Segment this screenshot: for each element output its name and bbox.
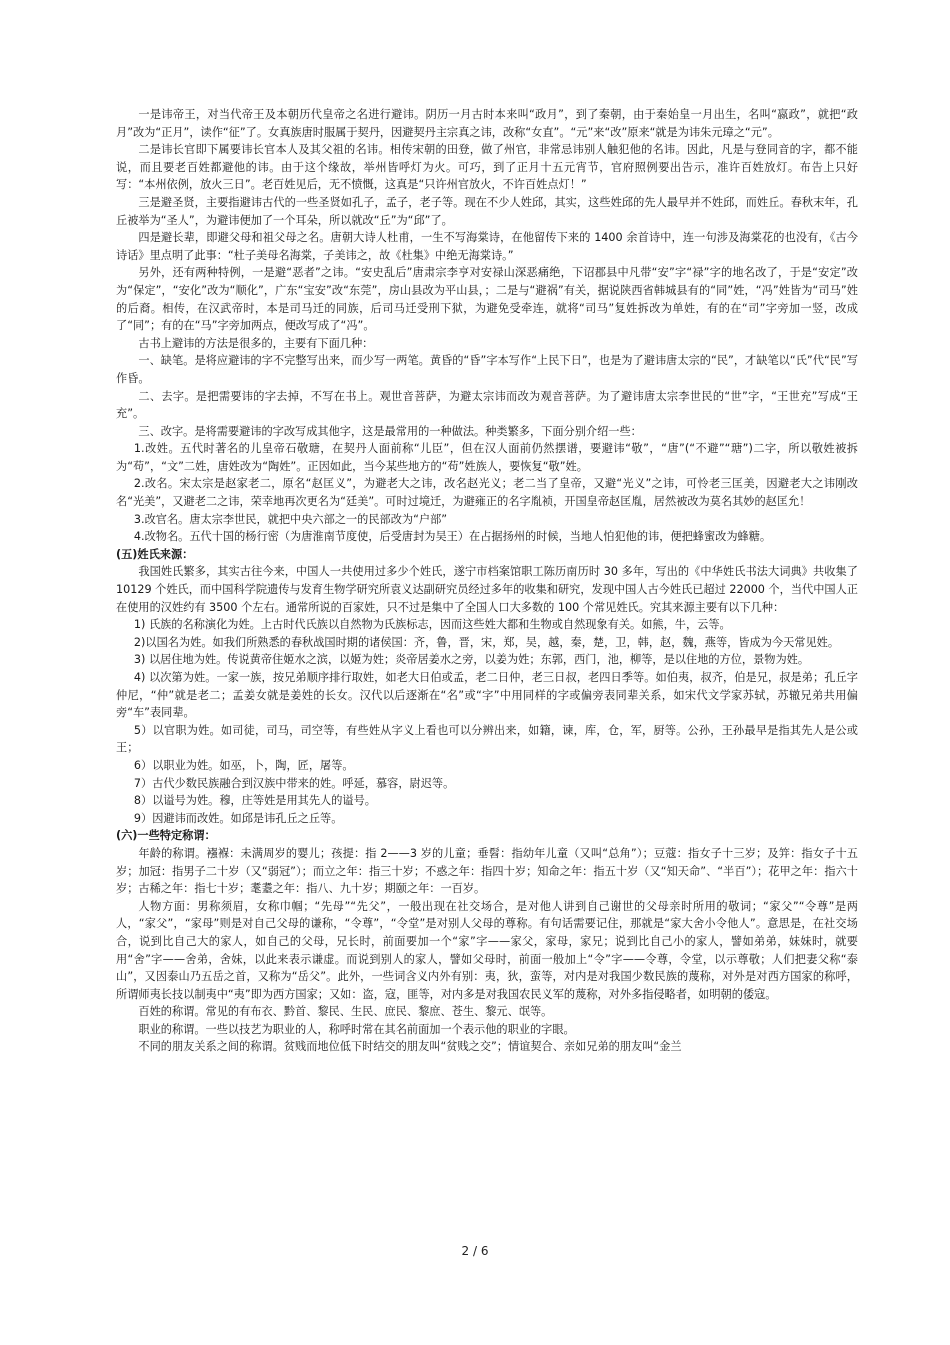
paragraph: 百姓的称谓。常见的有布衣、黔首、黎民、生民、庶民、黎庶、苍生、黎元、氓等。 [138, 1005, 553, 1019]
list-item: 3) 以居住地为姓。传说黄帝住姬水之滨，以姬为姓；炎帝居姜水之旁，以姜为姓；东郭，西门，池，柳等，是以住地的方位，景物为姓。 [133, 653, 810, 667]
list-item: 9）因避讳而改姓。如邱是讳孔丘之丘等。 [133, 811, 343, 825]
paragraph: 年龄的称谓。襁褓：未满周岁的婴儿；孩提：指 2——3 岁的儿童；垂髫：指幼年儿童（又叫“总角”）；豆蔻：指女子十三岁；及笄：指女子十五岁；加冠：指男子二十岁（又“弱冠”）；而立之年：指三十岁；不惑之年：指四十岁；知命之年：指五十岁（又“知天命”、“半百”）；花甲之年：指六十岁；古稀之年：指七十岁；耄耋之年：指八、九十岁；期颐之年：一百岁。 [116, 846, 858, 896]
paragraph: 一、缺笔。是将应避讳的字不完整写出来，而少写一两笔。黄昏的“昏”字本写作“上民下日”，也是为了避讳唐太宗的“民”，才缺笔以“氏”代“民”写作昏。 [116, 354, 858, 385]
list-item: 1.改姓。五代时著名的儿皇帝石敬瑭，在契丹人面前称“儿臣”，但在汉人面前仍然摆谱，要避讳“敬”，“唐”(“不避”“瑭”)二字，所以敬姓被拆为“苟”，“文”二姓，唐姓改为“陶姓”。正因如此，当今某些地方的“苟”姓族人，要恢复“敬”姓。 [116, 442, 858, 473]
paragraph: 二、去字。是把需要讳的字去掉，不写在书上。观世音菩萨，为避太宗讳而改为观音菩萨。为了避讳唐太宗李世民的“世”字，“王世充”写成“王充”。 [116, 389, 858, 421]
list-item: 2)以国名为姓。如我们所熟悉的春秋战国时期的诸侯国：齐，鲁，晋，宋，郑，吴，越，秦，楚，卫，韩，赵，魏，燕等，皆成为今天常见姓。 [133, 635, 840, 649]
paragraph: 职业的称谓。一些以技艺为职业的人，称呼时常在其名前面加一个表示他的职业的字眼。 [138, 1022, 575, 1036]
paragraph: 四是避长辈，即避父母和祖父母之名。唐朝大诗人杜甫，一生不写海棠诗，在他留传下来的 1400 余首诗中，连一句涉及海棠花的也没有，《古今诗话》里点明了此事：“杜子美母名海棠，子美讳之，故《杜集》中绝无海棠诗。” [116, 231, 858, 262]
paragraph: 另外，还有两种特例，一是避“恶者”之讳。“安史乱后”唐肃宗李亨对安禄山深恶痛绝，下诏郡县中凡带“安”字“禄”字的地名改了，于是“安定”改为“保定”，“安化”改为“顺化”，广东“宝安”改“东莞”，房山县改为平山县，；二是与“避祸”有关，据说陕西省韩城县有的“同”姓，“冯”姓皆为“司马”姓的后裔。相传，在汉武帝时，本是司马迁的同族，后司马迁受刑下狱，为避免受牵连，就将“司马”复姓拆改为单姓，有的在“司”字旁加一竖，改成了“同”；有的在“马”字旁加两点，便改写成了“冯”。 [116, 266, 858, 333]
list-item: 4) 以次第为姓。一家一族，按兄弟顺序排行取姓，如老大日伯或孟，老二日仲，老三日叔，老四日季等。如伯夷，叔齐，伯是兄，叔是弟；孔丘字仲尼，“仲”就是老二；孟姜女就是姜姓的长女。汉代以后逐渐在“名”或“字”中用同样的字或偏旁表同辈关系，如宋代文学家苏轼，苏辙兄弟共用偏旁“车”表同辈。 [116, 671, 858, 720]
list-item: 1) 氏族的名称演化为姓。上古时代氏族以自然物为氏族标志，因而这些姓大都和生物或自然现象有关。如熊，牛，云等。 [133, 618, 731, 632]
paragraph: 我国姓氏繁多，其实古往今来，中国人一共使用过多少个姓氏，遂宁市档案馆职工陈历南历时 30 多年，写出的《中华姓氏书法大词典》共收集了 10129 个姓氏，而中国科学院遗传与发育生物学研究所袁义达副研究员经过多年的收集和研究，发现中国人古今姓氏已超过 22000 个，当代中国人正在使用的汉姓约有 3500 个左右。通常所说的百家姓，只不过是集中了全国人口大多数的 100 个常见姓氏。究其来源主要有以下几种： [116, 565, 858, 614]
list-item: 8）以谥号为姓。穆，庄等姓是用其先人的谥号。 [133, 794, 376, 808]
list-item: 6）以职业为姓。如巫，卜，陶，匠，屠等。 [133, 758, 354, 772]
document-body [116, 106, 858, 1056]
section-heading: (六)一些特定称谓： [116, 829, 216, 843]
section-heading: (五)姓氏来源： [116, 547, 194, 561]
paragraph: 三、改字。是将需要避讳的字改写成其他字，这是最常用的一种做法。种类繁多，下面分别介绍一些： [138, 424, 642, 438]
list-item: 4.改物名。五代十国的杨行密（为唐淮南节度使，后受唐封为吴王）在占据扬州的时候，当地人怕犯他的讳，便把蜂蜜改为蜂糖。 [133, 530, 772, 544]
list-item: 2.改名。宋太宗是赵家老二，原名“赵匡义”，为避老大之讳，改名赵光义；老二当了皇帝，又避“光义”之讳，可怜老三匡美，因避老大之讳刚改名“光美”，又避老二之讳，荣幸地再次更名为“廷美”。可时过境迁，为避雍正的名字胤祯，开国皇帝赵匡胤，居然被改为莫名其妙的赵匡允！ [116, 477, 858, 509]
page-number: 2 / 6 [461, 1244, 489, 1258]
paragraph: 古书上避讳的方法是很多的，主要有下面几种： [138, 336, 374, 350]
list-item: 3.改官名。唐太宗李世民，就把中央六部之一的民部改为“户部” [133, 512, 448, 526]
paragraph: 不同的朋友关系之间的称谓。贫贱而地位低下时结交的朋友叫“贫贱之交”；情谊契合、亲如兄弟的朋友叫“金兰 [138, 1040, 682, 1054]
paragraph: 一是讳帝王，对当代帝王及本朝历代皇帝之名进行避讳。阴历一月古时本来叫“政月”，到了秦朝，由于秦始皇一月出生，名叫“嬴政”，就把“政月”改为“正月”，读作“征”了。女真族唐时服属于契丹，因避契丹主宗真之讳，改称“女直”。“元”来“改”原来“就是为讳朱元璋之“元”。 [116, 108, 858, 139]
list-item: 7）古代少数民族融合到汉族中带来的姓。呼延，慕容，尉迟等。 [133, 776, 455, 790]
list-item: 5）以官职为姓。如司徒，司马，司空等，有些姓从字义上看也可以分辨出来，如籍，谏，库，仓，军，厨等。公孙，王孙最早是指其先人是公或王； [116, 723, 858, 755]
paragraph: 二是讳长官即下属要讳长官本人及其父祖的名讳。相传宋朝的田登，做了州官，非常忌讳别人触犯他的名讳。因此，凡是与登同音的字，都不能说，而且要老百姓都避他的讳。由于这个缘故，举州皆呼灯为火。可巧，到了正月十五元宵节，官府照例要出告示，准许百姓放灯。布告上只好写：“本州依例，放火三日”。老百姓见后，无不愤慨，这真是“只许州官放火，不许百姓点灯！” [116, 143, 858, 192]
paragraph: 人物方面：男称须眉，女称巾帼；“先母”“先父”，一般出现在社交场合，是对他人讲到自己谢世的父母亲时所用的敬词；“家父”“令尊”是两人，“家父”，“家母”则是对自己父母的谦称，“令尊”，“令堂”是对别人父母的尊称。有句话需要记住，那就是“家大舍小令他人”。意思是，在社交场合，说到比自己大的家人，如自己的父母，兄长时，前面要加一个“家”字——家父，家母，家兄；说到比自己小的家人，譬如弟弟，妹妹时，就要用“舍”字——舍弟，舍妹，以此来表示谦虚。而说到别人的家人，譬如父母时，前面一般加上“令”字——令尊，令堂，以示尊敬；人们把妻父称“泰山”，又因泰山乃五岳之首，又称为“岳父”。此外，一些词含义内外有别：夷，狄，蛮等，对内是对我国少数民族的蔑称，对外是对西方国家的称呼，所谓师夷长技以制夷中“夷”即为西方国家；又如：盗，寇，匪等，对内多是对我国农民义军的蔑称，对外多指侵略者，如明朝的倭寇。 [116, 899, 858, 1001]
paragraph: 三是避圣贤，主要指避讳古代的一些圣贤如孔子，孟子，老子等。现在不少人姓邱，其实，这些姓邱的先人最早并不姓邱，而姓丘。春秋末年，孔丘被举为“圣人”，为避讳便加了一个耳朵，所以就改“丘”为“邱”了。 [116, 195, 858, 227]
